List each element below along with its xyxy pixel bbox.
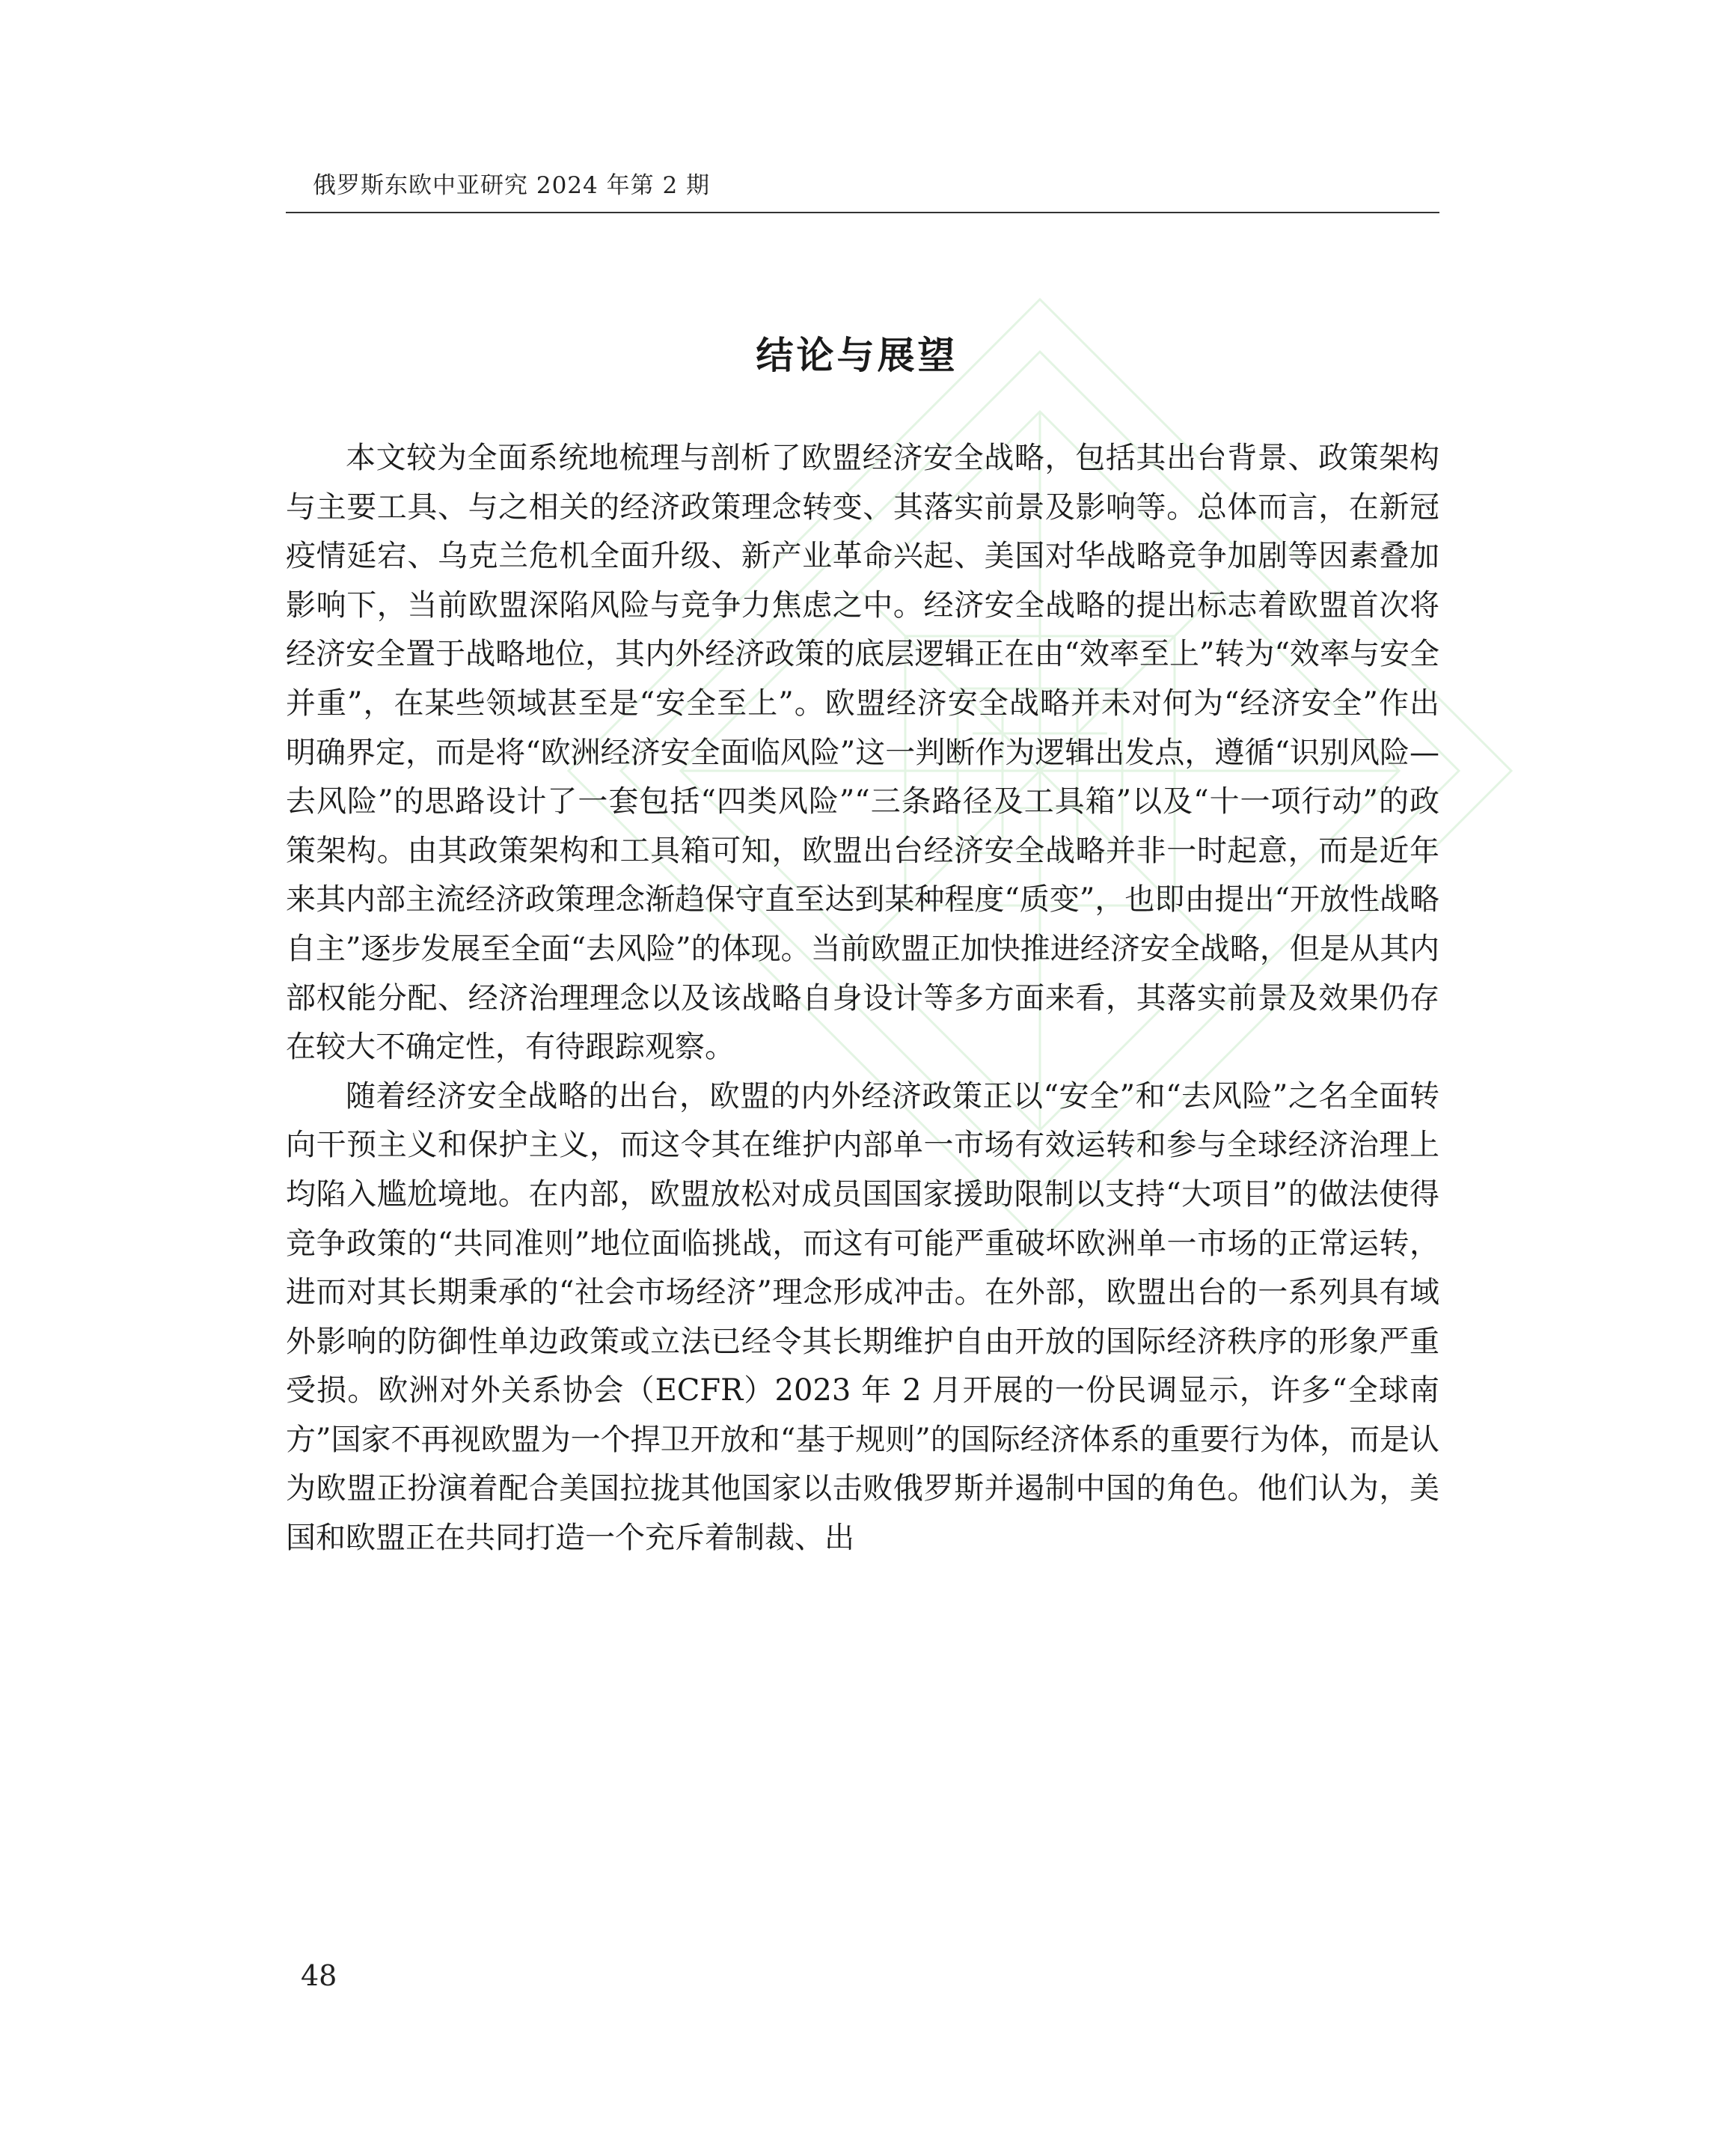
body-text bbox=[286, 434, 1439, 1563]
section-title: 结论与展望 bbox=[756, 334, 958, 377]
paragraph: 随着经济安全战略的出台，欧盟的内外经济政策正以“安全”和“去风险”之名全面转向干预主义和保护主义，而这令其在维护内部单一市场有效运转和参与全球经济治理上均陷入尴尬境地。在内部，欧盟放松对成员国国家援助限制以支持“大项目”的做法使得竞争政策的“共同准则”地位面临挑战，而这有可能严重破坏欧洲单一市场的正常运转，进而对其长期秉承的“社会市场经济”理念形成冲击。在外部，欧盟出台的一系列具有域外影响的防御性单边政策或立法已经令其长期维护自由开放的国际经济秩序的形象严重受损。欧洲对外关系协会（ECFR）2023 年 2 月开展的一份民调显示，许多“全球南方”国家不再视欧盟为一个捍卫开放和“基于规则”的国际经济体系的重要行为体，而是认为欧盟正扮演着配合美国拉拢其他国家以击败俄罗斯并遏制中国的角色。他们认为，美国和欧盟正在共同打造一个充斥着制裁、出 bbox=[286, 1078, 1439, 1556]
paragraph: 本文较为全面系统地梳理与剖析了欧盟经济安全战略，包括其出台背景、政策架构与主要工具、与之相关的经济政策理念转变、其落实前景及影响等。总体而言，在新冠疫情延宕、乌克兰危机全面升级、新产业革命兴起、美国对华战略竞争加剧等因素叠加影响下，当前欧盟深陷风险与竞争力焦虑之中。经济安全战略的提出标志着欧盟首次将经济安全置于战略地位，其内外经济政策的底层逻辑正在由“效率至上”转为“效率与安全并重”，在某些领域甚至是“安全至上”。欧盟经济安全战略并未对何为“经济安全”作出明确界定，而是将“欧洲经济安全面临风险”这一判断作为逻辑出发点，遵循“识别风险—去风险”的思路设计了一套包括“四类风险”“三条路径及工具箱”以及“十一项行动”的政策架构。由其政策架构和工具箱可知，欧盟出台经济安全战略并非一时起意，而是近年来其内部主流经济政策理念渐趋保守直至达到某种程度“质变”，也即由提出“开放性战略自主”逐步发展至全面“去风险”的体现。当前欧盟正加快推进经济安全战略，但是从其内部权能分配、经济治理理念以及该战略自身设计等多方面来看，其落实前景及效果仍存在较大不确定性，有待跟踪观察。 bbox=[286, 441, 1439, 1065]
header-rule bbox=[286, 212, 1439, 213]
running-head: 俄罗斯东欧中亚研究 2024 年第 2 期 bbox=[313, 172, 711, 199]
page-number: 48 bbox=[301, 1959, 337, 1992]
